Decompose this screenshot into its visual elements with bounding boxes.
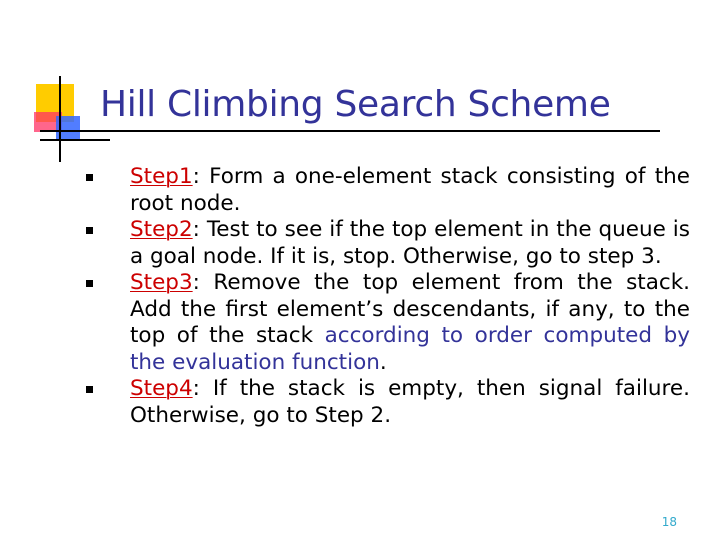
bullet-text: : Remove the top element from the stack. Add the first element’s descendants, if any, to the top of the stack bbox=[130, 270, 690, 348]
slide-title: Hill Climbing Search Scheme bbox=[100, 84, 611, 125]
bullet-text: : If the stack is empty, then signal failure. Otherwise, go to Step 2. bbox=[130, 376, 690, 428]
step-label: Step2 bbox=[130, 217, 193, 242]
title-divider bbox=[40, 130, 660, 132]
step-label: Step3 bbox=[130, 270, 193, 295]
bullet-list bbox=[86, 164, 690, 429]
bullet-marker bbox=[86, 386, 93, 393]
bullet-text: : Test to see if the top element in the queue is a goal node. If it is, stop. Otherwise, go to step 3. bbox=[130, 217, 690, 269]
step-label: Step4 bbox=[130, 376, 193, 401]
bullet-marker bbox=[86, 174, 93, 181]
bullet-step1 bbox=[86, 164, 690, 217]
step-label: Step1 bbox=[130, 164, 193, 189]
slide-logo bbox=[30, 76, 110, 162]
highlighted-text: according to order computed by the evaluation function bbox=[130, 323, 691, 375]
bullet-text: : Form a one-element stack consisting of the root node. bbox=[130, 164, 690, 216]
bullet-marker bbox=[86, 280, 93, 287]
page-number: 18 bbox=[661, 515, 677, 529]
bullet-text-tail: . bbox=[379, 349, 387, 375]
bullet-step2 bbox=[86, 217, 690, 270]
bullet-step4 bbox=[86, 376, 690, 429]
bullet-step3 bbox=[86, 270, 690, 376]
logo-graphic bbox=[30, 76, 110, 162]
bullet-marker bbox=[86, 227, 93, 234]
